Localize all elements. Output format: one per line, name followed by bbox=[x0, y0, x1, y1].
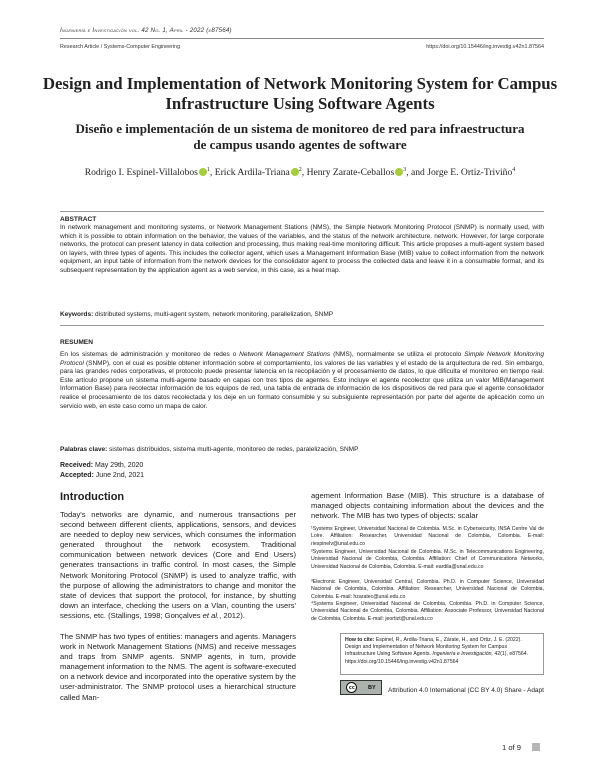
header-divider bbox=[60, 38, 544, 39]
resumen-text-part: (SNMP), con el cual es posible obtener información sobre el comportamiento, los valores de las variables y el estado de la arquitectura de red. Sin embargo, para las grandes redes corporativas, el protocolo puede presentar latencia en la recopilación y el procesamiento de datos, lo que dificulta el monitoreo en tiempo real. Este artículo propone un sistema multi-agente basado en capas con tres tipos de agentes. Esto incluye el agente recolector que utiliza un valor MIB(Management Information Base) para recolectar información de los equipos de red, una tabla de entrada de información de los dispositivos de red para que el agente consolidador realice el procesamiento de los datos recolectada y los deje en un formato consumible y su subsiguiente representación por parte del agente de aplicación como un servicio web, en este caso como un mapa de calor. bbox=[60, 359, 544, 410]
how-to-cite-label: How to cite: bbox=[345, 637, 375, 643]
author-3 bbox=[307, 167, 407, 178]
resumen-text bbox=[60, 351, 544, 411]
page-marker bbox=[532, 743, 540, 751]
footnote-1: ¹Systems Engineer, Universidad Nacional de Colombia. M.Sc. in Cybersecurity, INSA Centre Val de Loire. Affiliation: Researcher, Universidad Nacional de Colombia, Colombia. E-mail: riespinelv@unal.edu.co bbox=[311, 526, 544, 547]
introduction-heading: Introduction bbox=[60, 491, 125, 503]
cc-by-badge[interactable] bbox=[340, 680, 382, 695]
citation-end[interactable]: 42(1), e87564. https://doi.org/10.15446/ing.investig.v42n1.87564 bbox=[345, 651, 529, 665]
abstract-top-rule bbox=[60, 211, 544, 212]
received-date bbox=[60, 462, 143, 471]
attribution-icon: BY bbox=[368, 684, 376, 691]
orcid-icon[interactable] bbox=[199, 168, 207, 176]
resumen-keywords bbox=[60, 446, 544, 455]
author-3-affil: 3 bbox=[403, 167, 407, 173]
footnote-2: ²Systems Engineer, Universidad Nacional de Colombia. M.Sc. in Telecommunications Engineering, Universidad Nacional de Colombia, Colombia. Affiliation: Chief of Communications Networks, Universidad Nacional de Colombia, Colombia. E-mail: eardila@unal.edu.co bbox=[311, 549, 544, 570]
introduction-paragraph-2: The SNMP has two types of entities: managers and agents. Managers work in Network Management Stations (NMS) and receive messages and traps from SNMP agents. SNMP agents, in turn, provide management information to the NMS. The agent is software-executed on a network device and incorporated into the operative system by the user-administrator. The SNMP protocol uses a hierarchical structure called Man- bbox=[60, 632, 296, 702]
resumen-text-part: (NMS), normalmente se utiliza el protocolo bbox=[330, 351, 465, 358]
author-separator: , bbox=[209, 167, 215, 179]
author-list bbox=[70, 164, 530, 179]
footnote-4: ⁴Systems Engineer, Universidad Nacional de Colombia, Colombia. Ph.D. in Computer Science, Universidad Nacional de Colombia, Colombia. Affiliation: Associate Professor, Universidad Nacional de Colombia, Colombia. E-mail: jeortizt@unal.edu.co bbox=[311, 601, 544, 622]
journal-header: Ingeniería e Investigación vol. 42 No. 1, April - 2022 (e87564) bbox=[60, 27, 232, 34]
license-text: Attribution 4.0 International (CC BY 4.0) Share - Adapt bbox=[388, 687, 544, 694]
how-to-cite-box bbox=[340, 633, 544, 675]
abstract-text: In network management and monitoring systems, or Network Management Stations (NMS), the Simple Network Monitoring Protocol (SNMP) is normally used, with which it is possible to obtain information on the behavior, the values of the variables, and the status of the network architecture. network. However, for large corporate networks, the protocol can present latency in data collection and processing, thus making real-time monitoring difficult. This article proposes a multi-agent system based on layers, with three types of agents. This includes the collector agent, which uses a Management Information Base (MIB) value to collect information from the network equipment, an input table of information from the network devices for the consolidator agent to process the collected data and leave it in a consumable format, and its subsequent representation by the application agent as a web service, in this case, as a heat map. bbox=[60, 224, 544, 274]
author-4 bbox=[427, 167, 515, 178]
resumen-emphasis: Network Management Stations bbox=[239, 351, 331, 358]
accepted-date bbox=[60, 472, 144, 481]
title-spanish: Diseño e implementación de un sistema de monitoreo de red para infraestructura de campus usando agentes de software bbox=[75, 121, 525, 152]
intro-text-part: , 2012). bbox=[219, 610, 245, 620]
resumen-heading: RESUMEN bbox=[60, 339, 93, 346]
page-number: 1 of 9 bbox=[502, 743, 521, 752]
author-separator: , bbox=[301, 167, 307, 179]
accepted-value: June 2nd, 2021 bbox=[95, 472, 145, 479]
received-label: Received: bbox=[60, 462, 94, 469]
author-1-name: Rodrigo I. Espinel-Villalobos bbox=[84, 167, 198, 179]
author-2-name: Erick Ardila-Triana bbox=[214, 167, 290, 179]
introduction-paragraph-1 bbox=[60, 510, 296, 621]
author-3-name: Henry Zarate-Ceballos bbox=[306, 167, 395, 179]
author-1-affil: 1 bbox=[206, 167, 210, 173]
orcid-icon[interactable] bbox=[291, 168, 299, 176]
resumen-emphasis: Simple Network Monitoring Protocol bbox=[60, 351, 544, 367]
author-4-name: Jorge E. Ortiz-Triviño bbox=[427, 167, 513, 179]
abstract-heading: ABSTRACT bbox=[60, 216, 97, 223]
author-2-affil: 2 bbox=[298, 167, 302, 173]
creative-commons-icon: cc bbox=[346, 682, 357, 693]
keywords-label: Keywords: bbox=[60, 311, 94, 318]
author-separator: , and bbox=[406, 167, 428, 179]
accepted-label: Accepted: bbox=[60, 472, 94, 479]
keywords-value: distributed systems, multi-agent system, network monitoring, parallelization, SNMP bbox=[95, 311, 334, 318]
resumen-text-part: En los sistemas de administración y monitoreo de redes o bbox=[60, 351, 240, 358]
keywords-value: sistemas distribuidos, sistema multi-agente, monitoreo de redes, paralelización, SNMP bbox=[109, 446, 359, 453]
received-value: May 29th, 2020 bbox=[95, 462, 144, 469]
doi-link[interactable]: https://doi.org/10.15446/ing.investig.v42n1.87564 bbox=[426, 44, 544, 50]
intro-emphasis: et al. bbox=[202, 610, 220, 620]
keywords-label: Palabras clave: bbox=[60, 446, 108, 453]
author-2 bbox=[215, 167, 302, 178]
article-type: Research Article / Systems-Computer Engineering bbox=[60, 44, 181, 50]
orcid-icon[interactable] bbox=[395, 168, 403, 176]
abstract-bottom-rule bbox=[60, 325, 544, 326]
footnote-3: ³Electronic Engineer, Universidad Central, Colombia. Ph.D. in Computer Science, Universidad Nacional de Colombia, Colombia. Affiliation: Researcher, Universidad Nacional de Colombia, Colombia. E-mail: hzaratec@unal.edu.co bbox=[311, 579, 544, 600]
citation-journal: Ingeniería e Investigación, bbox=[432, 651, 493, 658]
author-1 bbox=[85, 167, 210, 178]
citation-text: Espinel, R., Ardila-Triana, E., Zárate, H., and Ortiz, J. E. (2022). Design and Implementation of Network Monitoring System for Campus Infrastructure Using Software Agents. bbox=[345, 637, 522, 658]
title-english: Design and Implementation of Network Monitoring System for Campus Infrastructure Using Software Agents bbox=[42, 74, 558, 113]
abstract-keywords bbox=[60, 311, 544, 320]
intro-text-part: Today's networks are dynamic, and numerous transactions per second between different clients, applications, sensors, and devices are needed to deploy new services, which consumes the information generated throughout the network ecosystem. Traditional communication between network devices (Core and End Users) generates transactions in traffic control. In most cases, the Simple Network Monitoring Protocol (SNMP) is used to analyze traffic, with the purpose of allowing the administrators to change and monitor the state of devices that support the protocol, for instance, by shutting down an interface, checking the users on a Vlan, counting the users' sessions, etc. (Stallings, 1998; Gonçalves bbox=[60, 510, 296, 620]
introduction-continued: agement Information Base (MIB). This structure is a database of managed objects containing information about the devices and the network. The MIB has two types of objects: scalar bbox=[311, 491, 544, 521]
author-4-affil: 4 bbox=[512, 167, 516, 173]
